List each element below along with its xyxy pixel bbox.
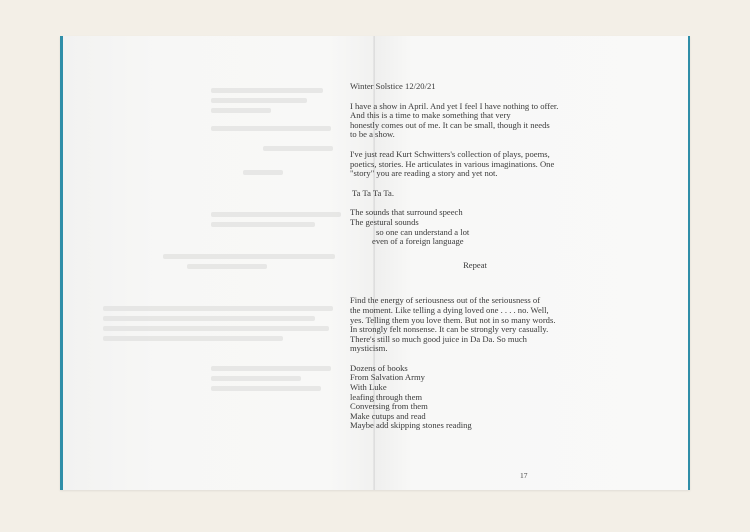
text-line: In strongly felt nonsense. It can be strongly very casually. <box>350 324 549 335</box>
text-line: From Salvation Army <box>350 372 425 383</box>
text-line: There's still so much good juice in Da Da. So much <box>350 333 527 344</box>
text-line: The gestural sounds <box>350 216 419 227</box>
text-line-indented: so one can understand a lot <box>376 226 470 237</box>
paragraph-sounds <box>350 208 630 246</box>
show-through-mark <box>211 88 323 93</box>
text-line: mysticism. <box>350 343 388 354</box>
text-line: The sounds that surround speech <box>350 207 463 218</box>
show-through-mark <box>211 366 331 371</box>
show-through-mark <box>211 126 331 131</box>
text-line: Find the energy of seriousness out of the seriousness of <box>350 295 541 306</box>
text-line: to be a show. <box>350 129 395 140</box>
show-through-mark <box>211 212 341 217</box>
repeat-heading: Repeat <box>463 259 487 270</box>
tatata-line: Ta Ta Ta Ta. <box>350 187 394 198</box>
text-line: Make cutups and read <box>350 410 426 421</box>
text-line: the moment. Like telling a dying loved one . . . . no. Well, <box>350 304 549 315</box>
show-through-mark <box>211 386 321 391</box>
text-line: I've just read Kurt Schwitters's collection of plays, poems, <box>350 148 550 159</box>
paragraph-show <box>350 102 630 140</box>
text-line: "story" you are reading a story and yet not. <box>350 168 498 179</box>
show-through-mark <box>103 316 315 321</box>
text-line: Conversing from them <box>350 401 428 412</box>
text-line: honestly comes out of me. It can be small, though it needs <box>350 119 550 130</box>
page-text <box>350 82 630 431</box>
text-line-indented: even of a foreign language <box>372 236 464 247</box>
show-through-mark <box>211 98 307 103</box>
show-through-mark <box>211 108 271 113</box>
text-line: Dozens of books <box>350 362 408 373</box>
paragraph-schwitters <box>350 150 630 179</box>
paragraph-seriousness <box>350 296 630 354</box>
entry-title: Winter Solstice 12/20/21 <box>350 81 436 91</box>
show-through-mark <box>103 306 333 311</box>
text-line: leafing through them <box>350 391 423 402</box>
text-line: And this is a time to make something that very <box>350 110 511 121</box>
show-through-mark <box>243 170 283 175</box>
show-through-mark <box>103 336 283 341</box>
page-number: 17 <box>520 471 528 480</box>
show-through-mark <box>211 376 301 381</box>
show-through-mark <box>211 222 315 227</box>
show-through-mark <box>263 146 333 151</box>
show-through-mark <box>163 254 335 259</box>
show-through-mark <box>103 326 329 331</box>
show-through-mark <box>187 264 267 269</box>
paragraph-books <box>350 364 630 431</box>
left-page <box>63 36 375 490</box>
text-line: Maybe add skipping stones reading <box>350 420 472 431</box>
text-line: poetics, stories. He articulates in various imaginations. One <box>350 158 555 169</box>
text-line: With Luke <box>350 382 387 393</box>
text-line: I have a show in April. And yet I feel I have nothing to offer. <box>350 100 559 111</box>
text-line: yes. Telling them you love them. But not in so many words. <box>350 314 556 325</box>
